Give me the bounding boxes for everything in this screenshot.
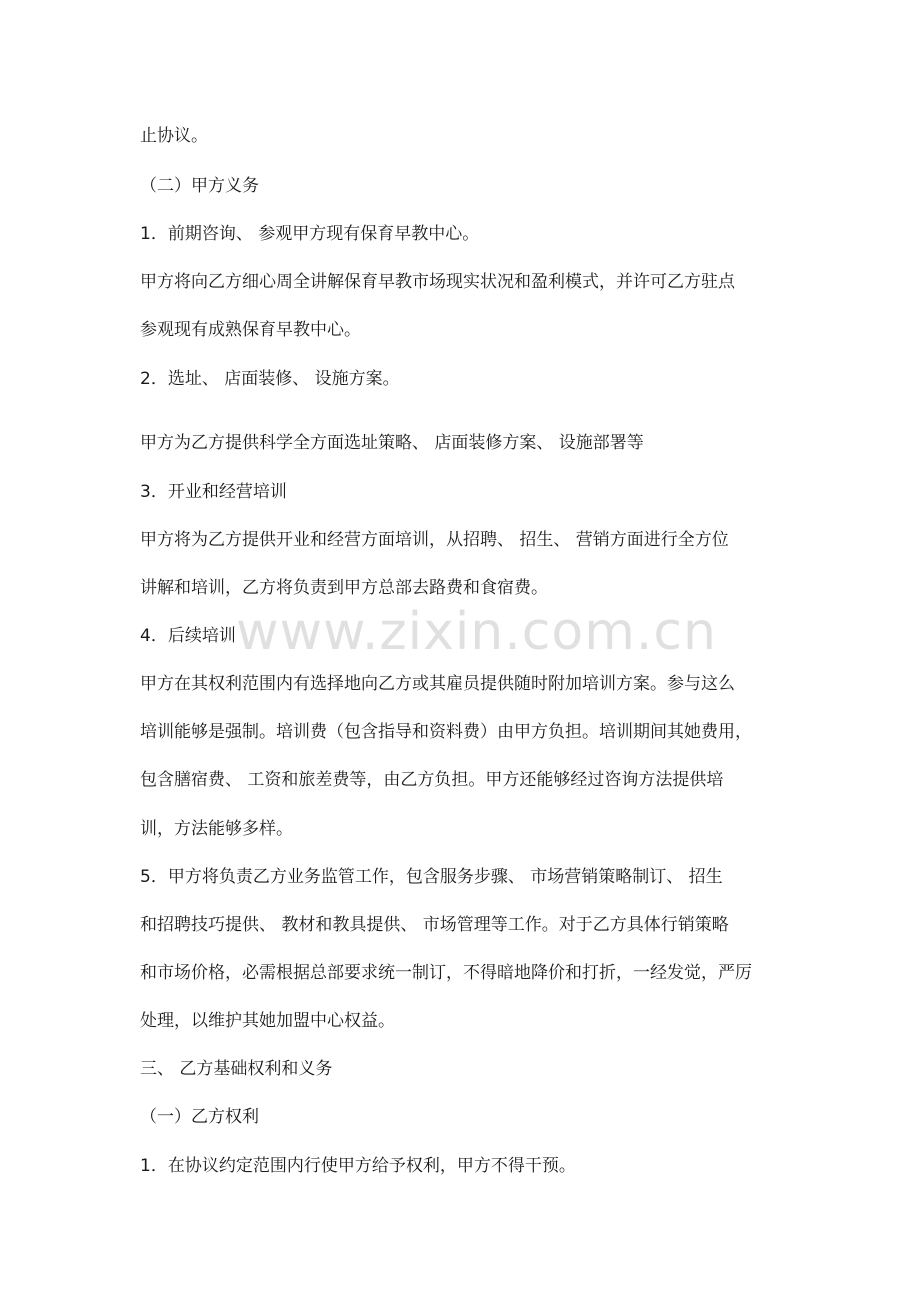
text-line-7: 甲方为乙方提供科学全方面选址策略、 店面装修方案、 设施部署等 bbox=[140, 433, 644, 453]
text-line-11: 4．后续培训 bbox=[140, 626, 236, 646]
text-line-12: 甲方在其权利范围内有选择地向乙方或其雇员提供随时附加培训方案。参与这么 bbox=[140, 674, 735, 694]
text-line-14: 包含膳宿费、 工资和旅差费等，由乙方负担。甲方还能够经过咨询方法提供培 bbox=[140, 770, 724, 790]
text-line-6: 2．选址、 店面装修、 设施方案。 bbox=[140, 369, 400, 389]
watermark-text: www.zixin.com.cn bbox=[236, 602, 717, 662]
text-line-13: 培训能够是强制。培训费（包含指导和资料费）由甲方负担。培训期间其她费用， bbox=[140, 722, 752, 742]
section-heading-party-b: 三、 乙方基础权利和义务 bbox=[140, 1059, 333, 1079]
text-line-3: 1．前期咨询、 参观甲方现有保育早教中心。 bbox=[140, 224, 480, 244]
text-line-16: 5．甲方将负责乙方业务监管工作，包含服务步骤、 市场营销策略制订、 招生 bbox=[140, 867, 723, 887]
text-line-22: 1．在协议约定范围内行使甲方给予权利，甲方不得干预。 bbox=[140, 1156, 576, 1176]
text-line-15: 训，方法能够多样。 bbox=[140, 819, 293, 839]
text-line-1: 止协议。 bbox=[140, 126, 208, 146]
section-heading-party-a-obligations: （二）甲方义务 bbox=[140, 176, 259, 196]
text-line-19: 处理，以维护其她加盟中心权益。 bbox=[140, 1011, 395, 1031]
section-heading-party-b-rights: （一）乙方权利 bbox=[140, 1107, 259, 1127]
text-line-5: 参观现有成熟保育早教中心。 bbox=[140, 320, 361, 340]
text-line-8: 3．开业和经营培训 bbox=[140, 482, 287, 502]
text-line-17: 和招聘技巧提供、 教材和教具提供、 市场管理等工作。对于乙方具体行销策略 bbox=[140, 915, 729, 935]
text-line-10: 讲解和培训，乙方将负责到甲方总部去路费和食宿费。 bbox=[140, 578, 548, 598]
text-line-9: 甲方将为乙方提供开业和经营方面培训，从招聘、 招生、 营销方面进行全方位 bbox=[140, 530, 729, 550]
text-line-18: 和市场价格，必需根据总部要求统一制订，不得暗地降价和打折，一经发觉，严厉 bbox=[140, 963, 752, 983]
text-line-4: 甲方将向乙方细心周全讲解保育早教市场现实状况和盈利模式，并许可乙方驻点 bbox=[140, 272, 735, 292]
